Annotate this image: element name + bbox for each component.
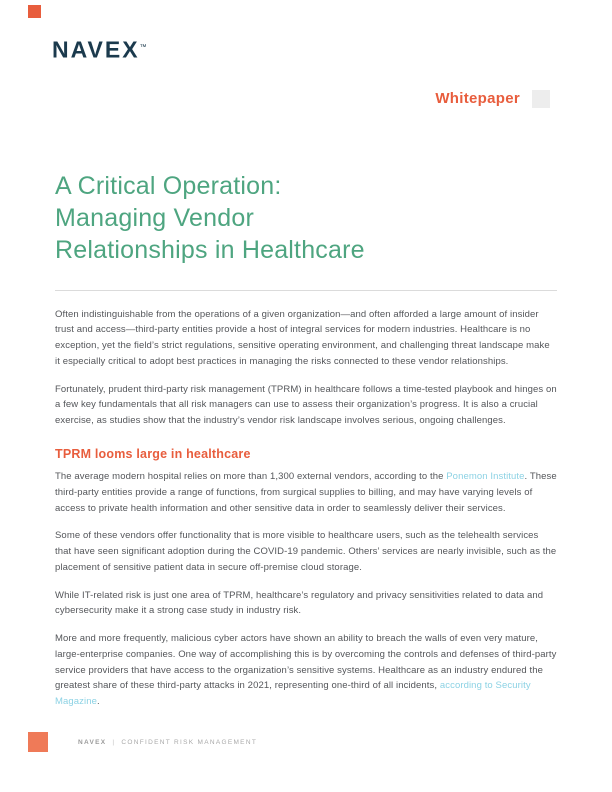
navex-logo bbox=[52, 36, 612, 62]
section-paragraph-4-text-after: . bbox=[97, 696, 100, 708]
page-header bbox=[0, 36, 612, 108]
header-accent-square bbox=[532, 90, 550, 108]
footer-divider: | bbox=[112, 738, 116, 746]
navex-logo-text: NAVEX bbox=[52, 36, 140, 63]
footer-tagline: CONFIDENT RISK MANAGEMENT bbox=[121, 738, 258, 746]
section-paragraph-3: While IT-related risk is just one area of TPRM, healthcare’s regulatory and privacy sensitivities related to data and cybersecurity make it a strong case study in industry risk. bbox=[55, 589, 544, 617]
footer-accent-square bbox=[28, 732, 48, 752]
page-footer bbox=[28, 732, 257, 752]
section-paragraph-4 bbox=[55, 631, 557, 710]
trademark-symbol: ™ bbox=[139, 44, 147, 51]
document-body bbox=[0, 170, 612, 710]
section-paragraph-1-text-after: . These third-party entities provide a range of functions, from surgical supplies to billing, and may have varying levels of access to private health information and other sensitive data in order to seamlessly deliver their services. bbox=[55, 471, 557, 514]
intro-paragraph-1: Often indistinguishable from the operations of a given organization—and often afforded a large amount of insider trust and access—third-party entities provide a host of integral services for modern industries. Healthcare is no exception, yet the field’s strict regulations, sensitive operating environment, and challenging threat landscape make it especially critical to adopt best practices in managing the risks connected to these vendor relationships. bbox=[55, 308, 550, 367]
corner-accent-square bbox=[28, 5, 41, 18]
security-magazine-link[interactable]: according to Security Magazine bbox=[55, 680, 531, 708]
ponemon-institute-link[interactable]: Ponemon Institute bbox=[446, 471, 525, 483]
intro-paragraph-2: Fortunately, prudent third-party risk management (TPRM) in healthcare follows a time-tested playbook and hinges on a few key fundamentals that all risk managers can use to assess their organization’s progress. It is also a crucial exercise, as studies show that the industry’s vendor risk landscape involves serious, ongoing challenges. bbox=[55, 383, 557, 427]
page-title-line-1: A Critical Operation: bbox=[55, 171, 282, 200]
section-paragraph-4-text-before: More and more frequently, malicious cyber actors have shown an ability to breach the walls of even very mature, large-enterprise companies. One way of accomplishing this is by overcoming the controls and defenses of third-party service providers that have access to the organization’s sensitive systems. Healthcare as an industry endured the greatest share of these third-party attacks in 2021, representing one-third of all incidents, bbox=[55, 633, 557, 692]
page-title-line-3: Relationships in Healthcare bbox=[55, 235, 365, 264]
page-title-line-2: Managing Vendor bbox=[55, 203, 254, 232]
page-title bbox=[55, 170, 557, 266]
section-paragraph-1-text-before: The average modern hospital relies on more than 1,300 external vendors, according to the bbox=[55, 471, 447, 483]
section-heading: TPRM looms large in healthcare bbox=[55, 447, 251, 462]
title-divider bbox=[55, 290, 557, 291]
section-paragraph-2: Some of these vendors offer functionality that is more visible to healthcare users, such as the telehealth services that have seen significant adoption during the COVID-19 pandemic. Others’ services are nearly invisible, such as the placement of sensitive patient data in secure off-premise cloud storage. bbox=[55, 530, 557, 573]
section-paragraph-1 bbox=[55, 469, 557, 516]
footer-brand: NAVEX bbox=[78, 738, 107, 746]
doc-type-row bbox=[0, 90, 612, 108]
doc-type-label: Whitepaper bbox=[435, 90, 520, 108]
footer-text bbox=[78, 739, 257, 746]
